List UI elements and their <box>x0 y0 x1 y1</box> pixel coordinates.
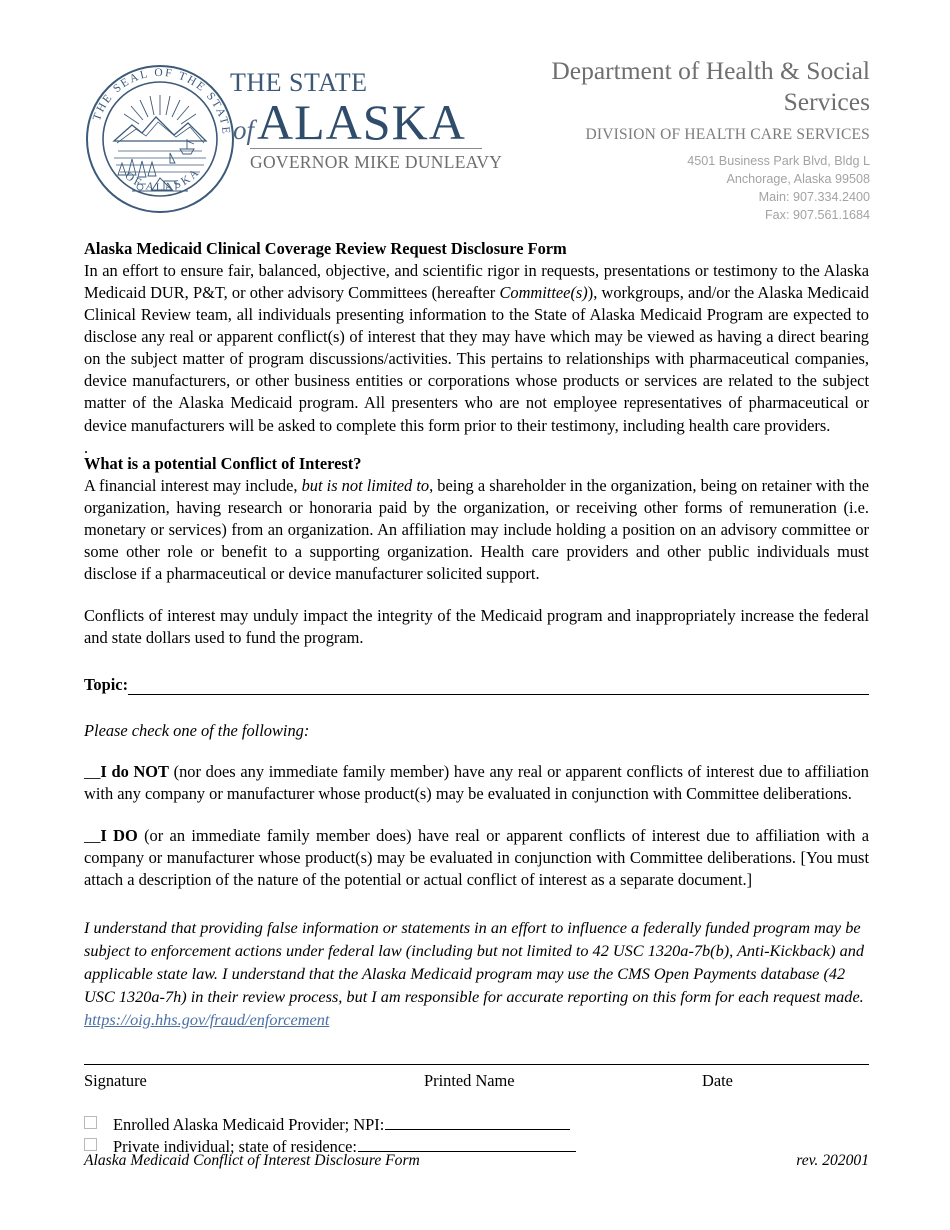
logo-the-state-text: THE STATE <box>230 68 368 97</box>
option-do-bold: I DO <box>100 826 138 846</box>
checkbox-row-provider[interactable] <box>84 1115 869 1135</box>
phone-number: Main: 907.334.2400 <box>758 189 870 204</box>
conflict-of-interest-heading: What is a potential Conflict of Interest? <box>84 453 362 473</box>
svg-text:OF ALASKA: OF ALASKA <box>122 165 203 195</box>
impact-paragraph: Conflicts of interest may unduly impact the integrity of the Medicaid program and inappropriately increase the federal and state dollars used to fund the program. <box>84 605 869 647</box>
signature-labels-row <box>84 1071 869 1101</box>
option-not-blank[interactable]: __ <box>84 762 101 782</box>
address-line-2: Anchorage, Alaska 99508 <box>726 172 870 187</box>
state-of-alaska-logo <box>228 68 503 173</box>
department-contact-block <box>470 153 870 225</box>
date-label: Date <box>702 1071 733 1091</box>
division-name: DIVISION OF HEALTH CARE SERVICES <box>585 126 870 144</box>
npi-input[interactable] <box>385 1115 570 1130</box>
oig-enforcement-link[interactable]: https://oig.hhs.gov/fraud/enforcement <box>84 1010 330 1030</box>
stray-period: . <box>84 437 89 457</box>
topic-label: Topic: <box>84 675 129 695</box>
conflict-of-interest-paragraph <box>84 475 869 585</box>
option-do-blank[interactable]: __ <box>84 826 101 846</box>
checkbox-private-individual-label: Private individual; state of residence: <box>113 1137 357 1157</box>
check-instruction: Please check one of the following: <box>84 721 310 741</box>
document-footer <box>84 1152 869 1170</box>
checkbox-enrolled-provider[interactable] <box>84 1116 97 1129</box>
intro-committee-italic: Committee(s) <box>499 283 588 303</box>
footer-revision: rev. 202001 <box>796 1152 869 1169</box>
option-not-text: (nor does any immediate family member) have any real or apparent conflicts of interest due to affiliation with any company or manufacturer whose product(s) may be evaluated in conjunction with Committee deliberations. <box>84 762 869 804</box>
department-title: Department of Health & Social Services <box>551 56 870 117</box>
legal-attestation-block <box>84 917 869 1032</box>
form-title: Alaska Medicaid Clinical Coverage Review Request Disclosure Form <box>84 239 567 258</box>
logo-alaska-text: ALASKA <box>257 94 466 150</box>
signature-divider <box>84 1064 869 1065</box>
signature-label: Signature <box>84 1071 147 1091</box>
intro-text-part1: In an effort to ensure fair, balanced, objective, and scientific rigor in requests, presentations or testimony to the Alaska Medicaid DUR, P&T, or other advisory Committees (hereafter <box>84 261 869 303</box>
fax-number: Fax: 907.561.1684 <box>764 207 870 222</box>
document-header <box>0 0 950 232</box>
option-i-do-not[interactable] <box>84 761 869 805</box>
option-do-text: (or an immediate family member does) have real or apparent conflicts of interest due to affiliation with a company or manufacturer whose product(s) may be evaluated in conjunction with Committee deliberations. [You must attach a description of the nature of the potential or actual conflict of interest as a separate document.] <box>84 826 869 890</box>
logo-governor-text: GOVERNOR MIKE DUNLEAVY <box>250 152 503 172</box>
alaska-state-seal-icon <box>84 63 236 215</box>
intro-paragraph <box>84 260 869 437</box>
legal-attestation-text <box>84 917 869 1032</box>
topic-field-row <box>84 675 869 695</box>
legal-text: I understand that providing false information or statements in an effort to influence a federally funded program may be subject to enforcement actions under federal law (including but not limited to 42 USC 1320a-7b(b), Anti-Kickback) and applicable state law. I understand that the Alaska Medicaid program may use the CMS Open Payments database (42 USC 1320a-7h) in their review process, but I am responsible for accurate reporting on this form for each request made. <box>84 918 865 1007</box>
option-not-bold: I do NOT <box>100 762 169 782</box>
logo-of-text: of <box>233 115 255 145</box>
topic-input[interactable] <box>128 679 869 695</box>
coi-text-part1: A financial interest may include, <box>84 475 302 495</box>
checkbox-enrolled-provider-label: Enrolled Alaska Medicaid Provider; NPI: <box>113 1115 385 1135</box>
footer-form-name: Alaska Medicaid Conflict of Interest Disclosure Form <box>84 1152 420 1169</box>
intro-text-part2: ), workgroups, and/or the Alaska Medicaid Clinical Review team, all individuals presenting information to the State of Alaska Medicaid Program are expected to disclose any real or apparent conflict(s) of interest that they may have which may be viewed as having a direct bearing on the subject matter of program discussions/activities. This pertains to relationships with pharmaceutical companies, device manufacturers, or other business entities or corporations whose products or services are related to the subject matter of the Alaska Medicaid program. All presenters who are not employee representatives of pharmaceutical or device manufacturers will be asked to complete this form prior to their testimony, including health care providers. <box>84 283 869 435</box>
svg-text:THE SEAL OF THE STATE: THE SEAL OF THE STATE <box>90 66 233 137</box>
option-i-do[interactable] <box>84 825 869 891</box>
state-of-residence-input[interactable] <box>358 1137 576 1152</box>
department-block <box>470 55 870 225</box>
printed-name-label: Printed Name <box>424 1071 515 1091</box>
coi-italic-phrase: but is not limited to <box>301 475 430 495</box>
address-line-1: 4501 Business Park Blvd, Bldg L <box>687 154 870 169</box>
document-body <box>84 238 869 1157</box>
coi-text-part2: , being a shareholder in the organization, being on retainer with the organization, having research or honoraria paid by the organization, or receiving other forms of remuneration (i.e. monetary or services) from an organization. An affiliation may include holding a position on an advisory committee or some other role or benefit to a supporting organization. Health care providers and other public individuals must disclose if a pharmaceutical or device manufacturer solicited support. <box>84 475 870 583</box>
checkbox-private-individual[interactable] <box>84 1138 97 1151</box>
